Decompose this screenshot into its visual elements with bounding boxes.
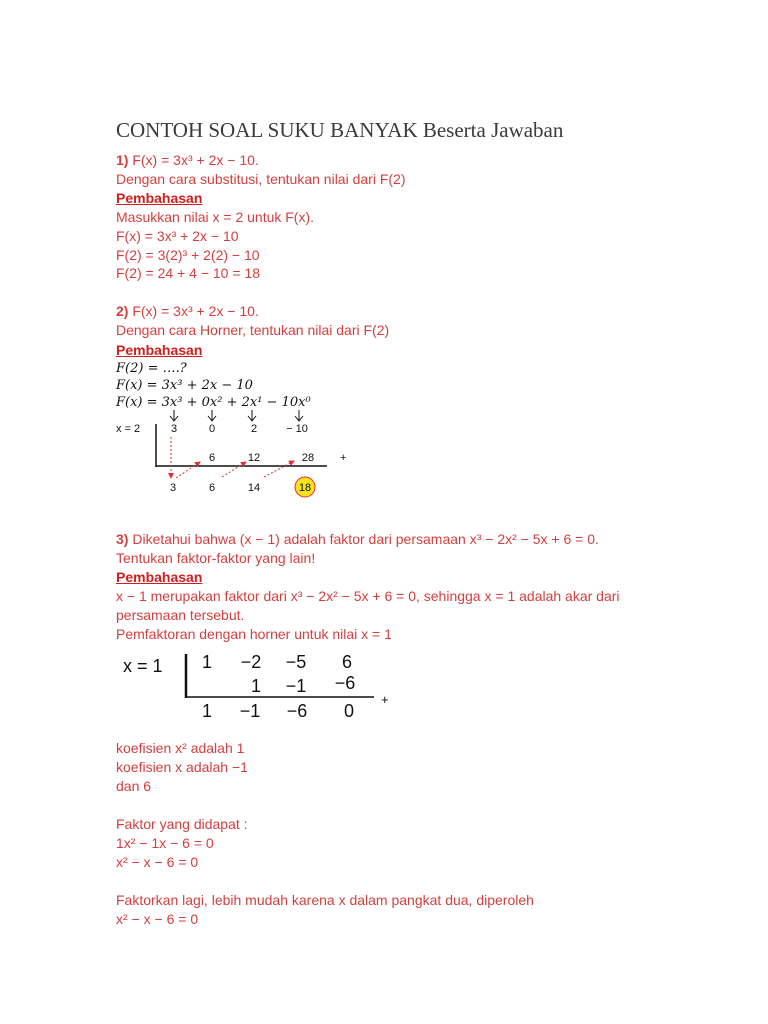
problem2-equation: F(2) = ….? [116, 361, 187, 376]
problem2-number: 2) [116, 303, 129, 319]
dotted-arrow-icon [222, 462, 246, 477]
horner1-coef: 3 [170, 423, 178, 435]
problem1-step: F(x) = 3x³ + 2x − 10 [116, 228, 239, 244]
problem2-question-text: F(x) = 3x³ + 2x − 10. [128, 303, 259, 319]
problem3-number: 3) [116, 531, 129, 547]
horner1-plus: + [340, 452, 347, 464]
horner2-result: −1 [239, 701, 261, 721]
problem3-explanation: x − 1 merupakan faktor dari x³ − 2x² − 5x + 6 = 0, sehingga x = 1 adalah akar dari [116, 588, 620, 604]
page-title: CONTOH SOAL SUKU BANYAK Beserta Jawaban [116, 118, 564, 142]
coefficient-note: dan 6 [116, 778, 152, 794]
horner2-product: −6 [334, 673, 356, 693]
down-arrow-icon [208, 410, 216, 421]
horner2-coef: 6 [341, 652, 353, 672]
problem3-question [116, 530, 599, 548]
problem1-heading: Pembahasan [116, 190, 203, 206]
problem2-heading: Pembahasan [116, 342, 203, 358]
horner2-coef: −2 [240, 652, 262, 672]
horner2-result: 1 [201, 701, 213, 721]
horner1-coef: 0 [208, 423, 216, 435]
horner1-coef: − 10 [286, 423, 308, 435]
horner2-product: −1 [285, 676, 307, 696]
horner2-product: 1 [250, 676, 262, 696]
problem3-instruction: Tentukan faktor-faktor yang lain! [116, 550, 316, 566]
horner2-coef: 1 [201, 652, 213, 672]
horner-diagram-1 [116, 410, 346, 497]
problem3-explanation: persamaan tersebut. [116, 607, 245, 623]
dotted-arrow-icon [264, 461, 294, 477]
problem2-equation: F(x) = 3x³ + 0x² + 2x¹ − 10x⁰ [116, 395, 311, 410]
coefficient-note: koefisien x adalah −1 [116, 759, 248, 775]
horner1-product: 12 [247, 452, 261, 464]
factor-line: x² − x − 6 = 0 [116, 854, 199, 870]
problem1-number: 1) [116, 152, 129, 168]
problem2-equation: F(x) = 3x³ + 2x − 10 [116, 378, 253, 393]
problem1-step: F(2) = 24 + 4 − 10 = 18 [116, 265, 260, 281]
horner-diagram-2 [123, 652, 389, 721]
factor-heading: Faktor yang didapat : [116, 816, 248, 832]
problem3-question-text: Diketahui bahwa (x − 1) adalah faktor dari persamaan x³ − 2x² − 5x + 6 = 0. [128, 531, 599, 547]
continue-text: Faktorkan lagi, lebih mudah karena x dalam pangkat dua, diperoleh [116, 892, 534, 908]
problem1-step: F(2) = 3(2)³ + 2(2) − 10 [116, 247, 260, 263]
problem1-instruction: Dengan cara substitusi, tentukan nilai dari F(2) [116, 171, 406, 187]
problem2-instruction: Dengan cara Horner, tentukan nilai dari F(2) [116, 322, 390, 338]
problem1-question-text: F(x) = 3x³ + 2x − 10. [128, 152, 259, 168]
down-arrow-icon [170, 410, 178, 421]
continue-equation: x² − x − 6 = 0 [116, 911, 199, 927]
horner1-result: 3 [169, 482, 177, 494]
horner1-product: 6 [208, 452, 216, 464]
down-arrow-icon [248, 410, 256, 421]
factor-line: 1x² − 1x − 6 = 0 [116, 835, 214, 851]
horner2-label: x = 1 [123, 656, 163, 676]
down-arrow-icon [295, 410, 303, 421]
coefficient-note: koefisien x² adalah 1 [116, 740, 245, 756]
horner1-coef: 2 [250, 423, 258, 435]
horner1-label: x = 2 [116, 423, 141, 435]
horner1-result: 14 [247, 482, 261, 494]
horner1-result: 18 [298, 482, 312, 494]
problem3-heading: Pembahasan [116, 569, 203, 585]
horner2-coef: −5 [285, 652, 307, 672]
horner1-result: 6 [208, 482, 216, 494]
horner2-result: 0 [343, 701, 355, 721]
horner2-result: −6 [286, 701, 308, 721]
horner2-plus: + [381, 692, 389, 707]
problem3-explanation: Pemfaktoran dengan horner untuk nilai x = 1 [116, 626, 392, 642]
dotted-arrow-icon [176, 462, 200, 478]
horner1-product: 28 [301, 452, 315, 464]
problem1-step: Masukkan nilai x = 2 untuk F(x). [116, 209, 315, 225]
